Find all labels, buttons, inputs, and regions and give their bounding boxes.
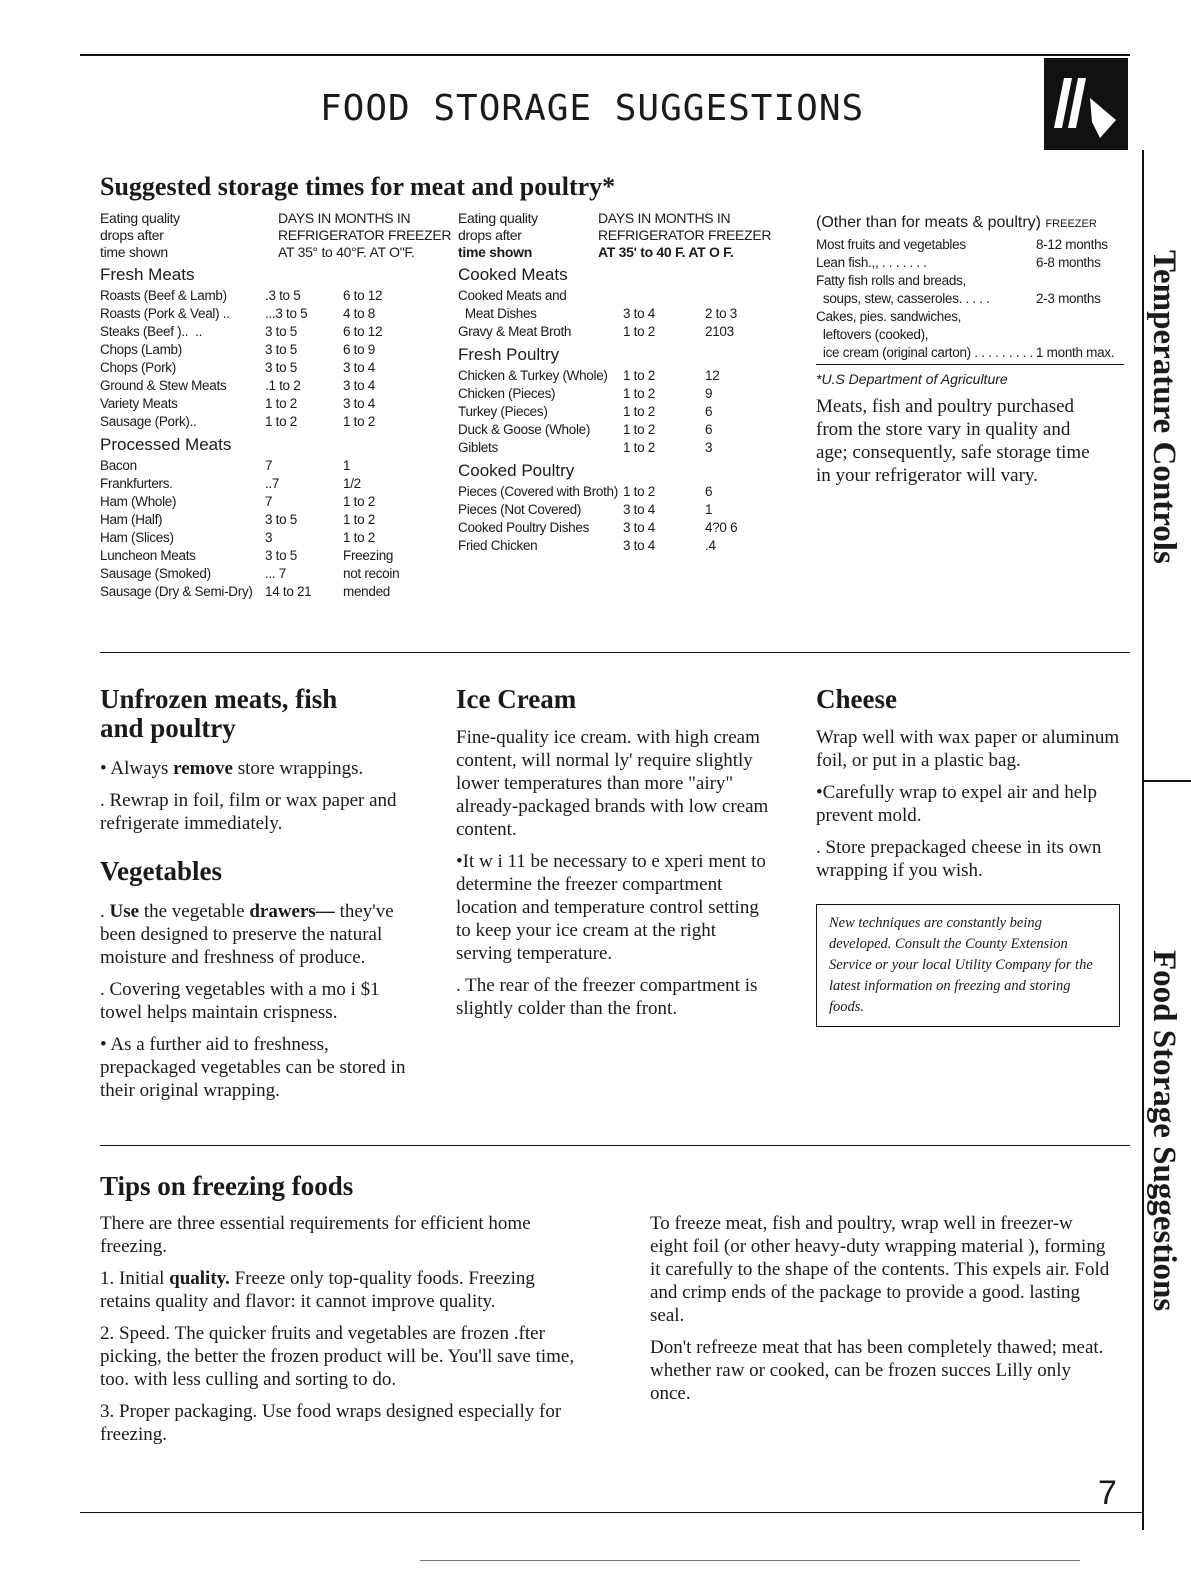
logo-icon	[1044, 58, 1128, 150]
ice-cream-section	[456, 685, 776, 1029]
table-row	[458, 287, 778, 305]
days-cell: 3 to 5	[265, 512, 297, 527]
table-row	[458, 421, 778, 439]
months-cell: 6 to 9	[343, 342, 375, 357]
unfrozen-p1: • Always remove store wrappings.	[100, 758, 364, 779]
header-line: drops after	[458, 227, 522, 243]
months-cell: 1	[705, 502, 713, 517]
item-cell: Luncheon Meats	[100, 548, 196, 563]
table-row	[816, 326, 1126, 344]
item-cell: Ham (Half)	[100, 512, 163, 527]
item-cell: Cooked Poultry Dishes	[458, 520, 590, 535]
months-cell: 1 to 2	[343, 414, 375, 429]
header-line: REFRIGERATOR FREEZER	[598, 227, 772, 243]
item-cell: Ham (Whole)	[100, 494, 177, 509]
header-line: AT 35' to 40 F. AT O F.	[598, 244, 734, 260]
tips-p4: To freeze meat, fish and poultry, wrap well in freezer-w eight foil (or other heavy-duty wrapping material ), forming it carefully to the shape of the contents. This expels air. Fold and crimp ends of the package to provide a good. lasting seal.	[650, 1213, 1110, 1326]
value-cell	[1036, 326, 1126, 344]
header-col2	[278, 210, 452, 261]
months-cell: 4 to 8	[343, 306, 375, 321]
value-cell: 6-8 months	[1036, 255, 1101, 270]
storage-note: Meats, fish and poultry purchased from the store vary in quality and age; consequently, safe storage time in your refrigerator will vary.	[816, 396, 1090, 486]
item-cell: Gravy & Meat Broth	[458, 324, 572, 339]
table-row	[816, 236, 1126, 254]
item-cell: Variety Meats	[100, 396, 178, 411]
months-cell	[705, 287, 765, 305]
ice-cream-p2: •It w i 11 be necessary to e xperi ment to determine the freezer compartment location and temperature control setting to keep your ice cream at the right serving temperature.	[456, 851, 766, 964]
tips-p1: 1. Initial quality. Freeze only top-quality foods. Freezing retains quality and flavor: it cannot improve quality.	[100, 1268, 535, 1312]
footnote: *U.S Department of Agriculture	[816, 371, 1008, 387]
table-row	[458, 501, 778, 519]
item-cell: Chicken (Pieces)	[458, 386, 556, 401]
item-cell: leftovers (cooked),	[816, 327, 929, 342]
tips-p5: Don't refreeze meat that has been completely thawed; meat. whether raw or cooked, can be frozen succes Lilly only once.	[650, 1337, 1104, 1404]
meat-table-left	[100, 210, 452, 601]
bottom-rule	[80, 1512, 1144, 1513]
months-cell: 1 to 2	[343, 512, 375, 527]
side-rule	[1142, 150, 1144, 1530]
item-cell: Cooked Meats and	[458, 288, 567, 303]
cheese-p3: . Store prepackaged cheese in its own wrapping if you wish.	[816, 837, 1102, 881]
table-row	[100, 511, 430, 529]
months-cell: 1/2	[343, 476, 361, 491]
header-line: time shown	[100, 244, 168, 260]
tips-p3: 3. Proper packaging. Use food wraps designed especially for freezing.	[100, 1401, 562, 1445]
table-row	[458, 367, 778, 385]
item-cell: Chops (Lamb)	[100, 342, 182, 357]
months-cell: 12	[705, 368, 720, 383]
cheese-heading: Cheese	[816, 684, 897, 714]
item-cell: Chicken & Turkey (Whole)	[458, 368, 608, 383]
table-row	[100, 565, 430, 583]
months-cell: 2 to 3	[705, 306, 737, 321]
value-cell: 8-12 months	[1036, 237, 1108, 252]
header-line: Eating quality	[100, 210, 180, 226]
item-cell: Meat Dishes	[458, 306, 537, 321]
table-row	[458, 537, 778, 555]
days-cell: .1 to 2	[265, 378, 301, 393]
item-cell: ice cream (original carton) . . . . . . . . . .	[816, 345, 1040, 360]
table-section-title: Cooked Poultry	[458, 461, 575, 480]
header-line: DAYS IN MONTHS IN	[598, 210, 731, 226]
days-cell: 3 to 5	[265, 342, 297, 357]
months-cell: mended	[343, 584, 390, 599]
table-row	[100, 359, 430, 377]
item-cell: Cakes, pies. sandwiches,	[816, 309, 962, 324]
cheese-p2: •Carefully wrap to expel air and help prevent mold.	[816, 782, 1097, 826]
ice-cream-p1: Fine-quality ice cream. with high cream content, will normal ly' require slightly lower temperatures than more "airy" already-packaged brands with low cream content.	[456, 727, 769, 840]
table-row	[816, 308, 1126, 326]
days-cell: 1 to 2	[623, 324, 655, 339]
item-cell: Pieces (Not Covered)	[458, 502, 582, 517]
days-cell: 3 to 4	[623, 306, 655, 321]
days-cell: .3 to 5	[265, 288, 301, 303]
value-cell	[1036, 308, 1126, 326]
header-line: Eating quality	[458, 210, 538, 226]
middle-sections	[458, 265, 778, 555]
vegetables-p1: . Use the vegetable drawers— they've been designed to preserve the natural moisture and freshness of produce.	[100, 901, 394, 968]
days-cell: 1 to 2	[623, 386, 655, 401]
table-row	[100, 583, 430, 601]
days-cell: 3 to 5	[265, 360, 297, 375]
months-cell: 2103	[705, 324, 734, 339]
days-cell: 3 to 5	[265, 324, 297, 339]
tips-p2: 2. Speed. The quicker fruits and vegetables are frozen .fter picking, the better the frozen product will be. You'll save time, too. with less culling and sorting to do.	[100, 1323, 575, 1390]
months-cell: 6	[705, 422, 713, 437]
item-cell: Lean fish.,, . . . . . . .	[816, 255, 927, 270]
tips-right-column	[650, 1212, 1115, 1414]
header-line: DAYS IN MONTHS IN	[278, 210, 411, 226]
meat-table-right	[816, 214, 1126, 487]
cheese-p1: Wrap well with wax paper or aluminum foil, or put in a plastic bag.	[816, 727, 1120, 771]
item-cell: Most fruits and vegetables	[816, 237, 966, 252]
item-cell: Ground & Stew Meats	[100, 378, 227, 393]
tips-intro: There are three essential requirements for efficient home freezing.	[100, 1213, 531, 1257]
page-title: FOOD STORAGE SUGGESTIONS	[320, 88, 865, 129]
item-cell: Bacon	[100, 458, 137, 473]
meat-table-heading: Suggested storage times for meat and poultry*	[100, 172, 616, 201]
days-cell: 3 to 4	[623, 502, 655, 517]
months-cell: 6	[705, 484, 713, 499]
ice-cream-p3: . The rear of the freezer compartment is slightly colder than the front.	[456, 975, 758, 1019]
days-cell: 14 to 21	[265, 584, 312, 599]
days-cell: 1 to 2	[623, 440, 655, 455]
other-header: (Other than for meats & poultry) FREEZER	[816, 214, 1097, 231]
table-row	[458, 305, 778, 323]
cheese-info-box: New techniques are constantly being developed. Consult the County Extension Service or your local Utility Company for the latest information on freezing and storing foods.	[816, 904, 1120, 1027]
vegetables-p2: . Covering vegetables with a mo i $1 towel helps maintain crispness.	[100, 979, 380, 1023]
item-cell: Steaks (Beef ).. ..	[100, 324, 203, 339]
months-cell: 1 to 2	[343, 530, 375, 545]
days-cell: 7	[265, 458, 273, 473]
days-cell: 1 to 2	[265, 396, 297, 411]
header-col1	[100, 210, 278, 261]
table-row	[100, 377, 430, 395]
table-row	[100, 323, 430, 341]
table-row	[100, 395, 430, 413]
table-row	[816, 254, 1126, 272]
days-cell: 3 to 4	[623, 538, 655, 553]
section-rule-1	[100, 652, 1130, 653]
days-cell: 1 to 2	[623, 368, 655, 383]
table-section-title: Fresh Poultry	[458, 345, 560, 364]
ice-cream-heading: Ice Cream	[456, 684, 577, 714]
page-number: 7	[1098, 1474, 1117, 1512]
unfrozen-p2: . Rewrap in foil, film or wax paper and refrigerate immediately.	[100, 790, 397, 834]
table-row	[458, 323, 778, 341]
unfrozen-heading: Unfrozen meats, fish and poultry	[100, 684, 338, 743]
table-row	[100, 287, 430, 305]
item-cell: Roasts (Beef & Lamb)	[100, 288, 227, 303]
days-cell: 1 to 2	[265, 414, 297, 429]
other-rows	[816, 236, 1126, 362]
months-cell: not recoin	[343, 566, 400, 581]
item-cell: Sausage (Smoked)	[100, 566, 211, 581]
value-cell: 1 month max.	[1036, 345, 1115, 360]
other-rule	[816, 364, 1124, 365]
side-tab-divider	[1142, 780, 1191, 782]
table-section-title: Processed Meats	[100, 435, 232, 454]
days-cell: 3 to 4	[623, 520, 655, 535]
months-cell: 9	[705, 386, 713, 401]
table-row	[100, 547, 430, 565]
table-row	[458, 403, 778, 421]
days-cell: 7	[265, 494, 273, 509]
table-row	[100, 413, 430, 431]
months-cell: 6 to 12	[343, 288, 383, 303]
side-tab-bottom-label: Food Storage Suggestions	[1146, 950, 1182, 1312]
table-row	[100, 457, 430, 475]
header-line: time shown	[458, 244, 533, 260]
item-cell: Sausage (Pork)..	[100, 414, 197, 429]
vegetables-p3: • As a further aid to freshness, prepackaged vegetables can be stored in their original wrapping.	[100, 1034, 406, 1101]
table-row	[816, 290, 1126, 308]
item-cell: Giblets	[458, 440, 498, 455]
header-line: drops after	[100, 227, 164, 243]
item-cell: Fatty fish rolls and breads,	[816, 273, 966, 288]
months-cell: 6	[705, 404, 713, 419]
item-cell: Roasts (Pork & Veal) ..	[100, 306, 230, 321]
months-cell: 3 to 4	[343, 360, 375, 375]
days-cell: 1 to 2	[623, 484, 655, 499]
item-cell: soups, stew, casseroles. . . . .	[816, 291, 990, 306]
table-row	[816, 344, 1126, 362]
days-cell: ...3 to 5	[265, 306, 308, 321]
item-cell: Turkey (Pieces)	[458, 404, 548, 419]
item-cell: Duck & Goose (Whole)	[458, 422, 591, 437]
months-cell: 4?0 6	[705, 520, 738, 535]
months-cell: .4	[705, 538, 716, 553]
months-cell: 1	[343, 458, 351, 473]
days-cell: 1 to 2	[623, 422, 655, 437]
value-cell: 2-3 months	[1036, 291, 1101, 306]
item-cell: Chops (Pork)	[100, 360, 176, 375]
tips-heading: Tips on freezing foods	[100, 1171, 354, 1201]
days-cell: 3 to 5	[265, 548, 297, 563]
table-row	[100, 493, 430, 511]
vegetables-heading: Vegetables	[100, 856, 222, 886]
table-row	[458, 439, 778, 457]
days-cell	[623, 287, 705, 305]
corner-tab	[1044, 58, 1128, 150]
unfrozen-section	[100, 685, 420, 1111]
table-row	[458, 483, 778, 501]
value-cell	[1036, 272, 1126, 290]
header-col1	[458, 210, 598, 261]
days-cell: ... 7	[265, 566, 287, 581]
table-header	[100, 210, 452, 261]
header-col2	[598, 210, 778, 261]
table-row	[100, 529, 430, 547]
table-section-title: Fresh Meats	[100, 265, 195, 284]
table-row	[458, 519, 778, 537]
days-cell: 3	[265, 530, 273, 545]
item-cell: Pieces (Covered with Broth)	[458, 484, 618, 499]
days-cell: ..7	[265, 476, 280, 491]
months-cell: Freezing	[343, 548, 394, 563]
top-rule	[80, 54, 1130, 56]
table-header	[458, 210, 778, 261]
left-sections	[100, 265, 430, 601]
table-row	[100, 341, 430, 359]
tips-left-column	[100, 1212, 580, 1455]
section-rule-2	[100, 1145, 1130, 1146]
item-cell: Frankfurters.	[100, 476, 173, 491]
header-line: REFRIGERATOR FREEZER	[278, 227, 452, 243]
item-cell: Sausage (Dry & Semi-Dry)	[100, 584, 253, 599]
table-row	[100, 475, 430, 493]
table-row	[816, 272, 1126, 290]
table-row	[458, 385, 778, 403]
item-cell: Ham (Slices)	[100, 530, 174, 545]
header-line: AT 35° to 40°F. AT O"F.	[278, 244, 415, 260]
footer-rule	[420, 1560, 1080, 1561]
item-cell: Fried Chicken	[458, 538, 538, 553]
months-cell: 3	[705, 440, 713, 455]
cheese-section	[816, 685, 1126, 1027]
months-cell: 3 to 4	[343, 378, 375, 393]
days-cell: 1 to 2	[623, 404, 655, 419]
side-tab-top-label: Temperature Controls	[1146, 250, 1182, 564]
months-cell: 6 to 12	[343, 324, 383, 339]
months-cell: 3 to 4	[343, 396, 375, 411]
table-section-title: Cooked Meats	[458, 265, 568, 284]
months-cell: 1 to 2	[343, 494, 375, 509]
table-row	[100, 305, 430, 323]
meat-table-middle	[458, 210, 778, 555]
